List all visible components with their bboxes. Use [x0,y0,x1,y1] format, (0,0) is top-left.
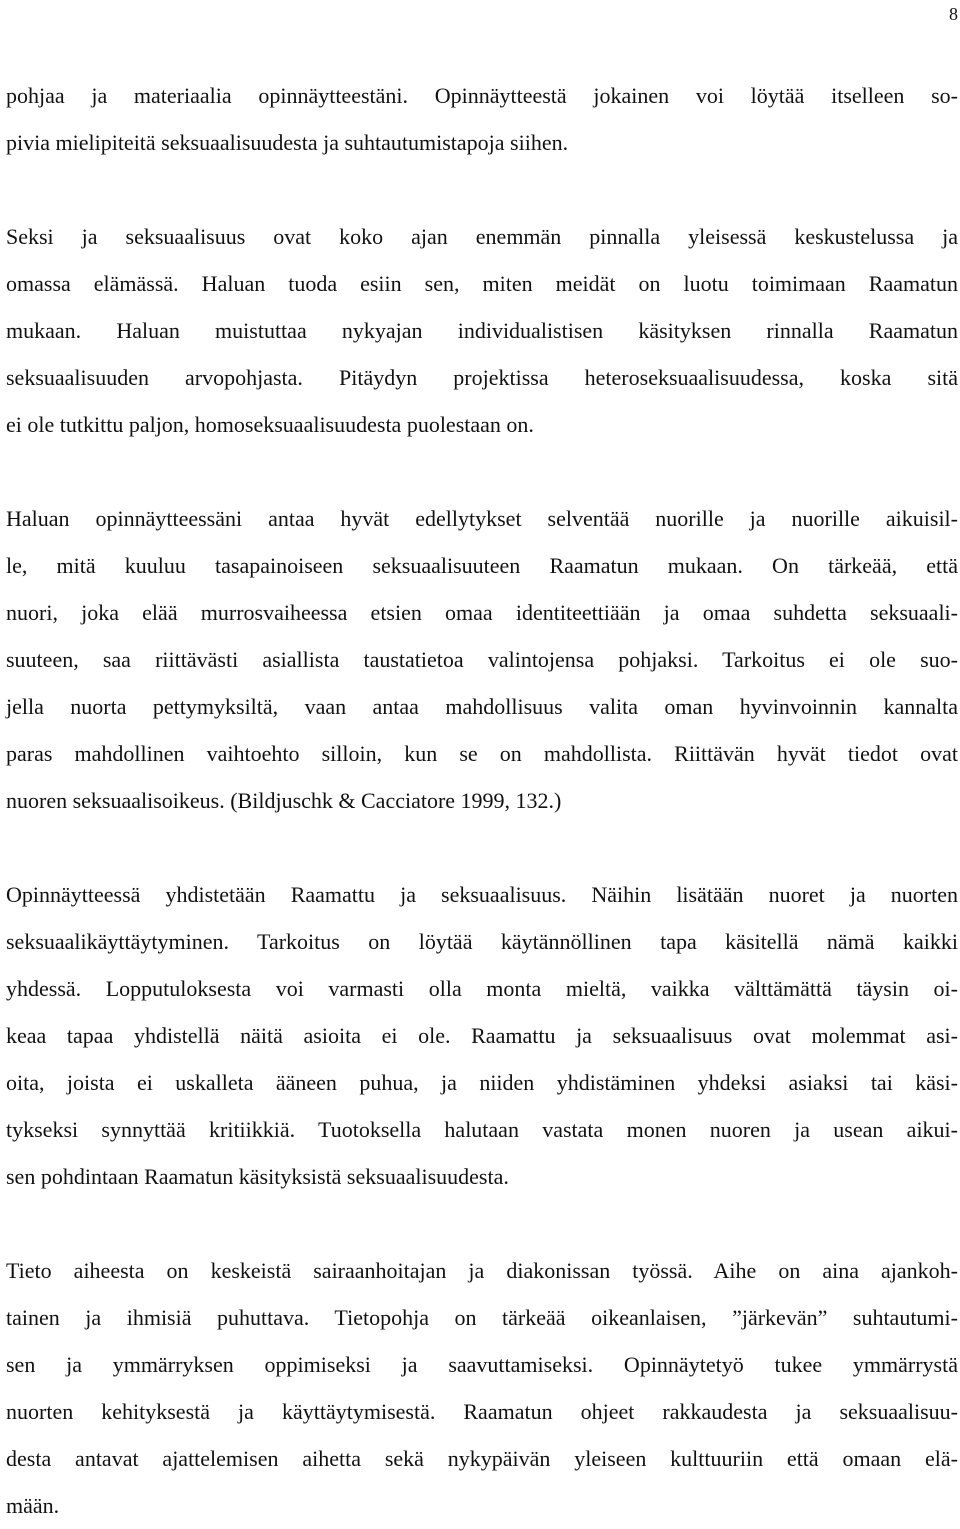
text-line: seksuaalikäyttäytyminen. Tarkoitus on löytää käytännöllinen tapa käsitellä nämä kaikki [6,929,958,954]
paragraph [6,72,958,166]
text-line: desta antavat ajattelemisen aihetta sekä nykypäivän yleiseen kulttuuriin että omaan elä- [6,1446,958,1471]
text-line: seksuaalisuuden arvopohjasta. Pitäydyn projektissa heteroseksuaalisuudessa, koska sitä [6,365,958,390]
paragraph [6,213,958,448]
text-line: oita, joista ei uskalleta ääneen puhua, ja niiden yhdistäminen yhdeksi asiaksi tai käsi- [6,1070,958,1095]
text-line: omassa elämässä. Haluan tuoda esiin sen, miten meidät on luotu toimimaan Raamatun [6,271,958,296]
text-line: Haluan opinnäytteessäni antaa hyvät edellytykset selventää nuorille ja nuorille aikuisil- [6,506,958,531]
text-line: tykseksi synnyttää kritiikkiä. Tuotoksella halutaan vastata monen nuoren ja usean aikui- [6,1117,958,1142]
text-line: paras mahdollinen vaihtoehto silloin, kun se on mahdollista. Riittävän hyvät tiedot ovat [6,741,958,766]
text-line: yhdessä. Lopputuloksesta voi varmasti olla monta mieltä, vaikka välttämättä täysin oi- [6,976,958,1001]
paragraph [6,1247,958,1529]
text-line: pivia mielipiteitä seksuaalisuudesta ja suhtautumistapoja siihen. [6,130,569,155]
text-line: keaa tapaa yhdistellä näitä asioita ei ole. Raamattu ja seksuaalisuus ovat molemmat asi- [6,1023,958,1048]
text-line: le, mitä kuuluu tasapainoiseen seksuaalisuuteen Raamatun mukaan. On tärkeää, että [6,553,958,578]
text-line: nuoren seksuaalisoikeus. (Bildjuschk & Cacciatore 1999, 132.) [6,788,562,813]
text-line: jella nuorta pettymyksiltä, vaan antaa mahdollisuus valita oman hyvinvoinnin kannalta [6,694,958,719]
paragraph [6,871,958,1200]
text-line: Tieto aiheesta on keskeistä sairaanhoitajan ja diakonissan työssä. Aihe on aina ajankoh- [6,1258,958,1283]
document-body [6,72,958,1529]
text-line: pohjaa ja materiaalia opinnäytteestäni. Opinnäytteestä jokainen voi löytää itselleen so- [6,83,958,108]
page-number: 8 [949,4,958,24]
text-line: Seksi ja seksuaalisuus ovat koko ajan enemmän pinnalla yleisessä keskustelussa ja [6,224,958,249]
paragraph [6,495,958,824]
text-line: nuorten kehityksestä ja käyttäytymisestä. Raamatun ohjeet rakkaudesta ja seksuaalisuu- [6,1399,958,1424]
text-line: mukaan. Haluan muistuttaa nykyajan individualistisen käsityksen rinnalla Raamatun [6,318,958,343]
text-line: sen ja ymmärryksen oppimiseksi ja saavuttamiseksi. Opinnäytetyö tukee ymmärrystä [6,1352,958,1377]
text-line: ei ole tutkittu paljon, homoseksuaalisuudesta puolestaan on. [6,412,534,437]
text-line: tainen ja ihmisiä puhuttava. Tietopohja on tärkeää oikeanlaisen, ”järkevän” suhtautumi- [6,1305,958,1330]
text-line: Opinnäytteessä yhdistetään Raamattu ja seksuaalisuus. Näihin lisätään nuoret ja nuorten [6,882,958,907]
text-line: nuori, joka elää murrosvaiheessa etsien omaa identiteettiään ja omaa suhdetta seksuaali- [6,600,958,625]
text-line: mään. [6,1493,60,1518]
text-line: sen pohdintaan Raamatun käsityksistä seksuaalisuudesta. [6,1164,509,1189]
text-line: suuteen, saa riittävästi asiallista taustatietoa valintojensa pohjaksi. Tarkoitus ei ole suo- [6,647,958,672]
